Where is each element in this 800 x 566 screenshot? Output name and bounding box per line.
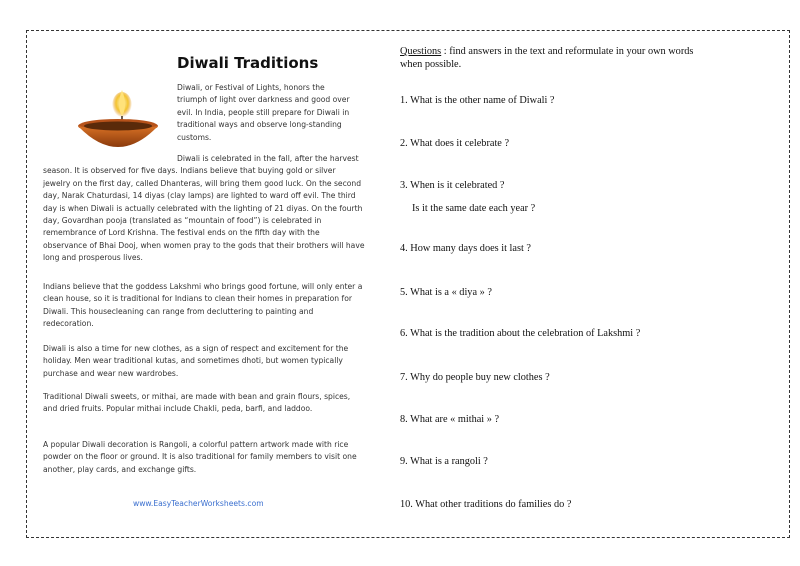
question-2: 2. What does it celebrate ? xyxy=(400,138,510,149)
question-4: 4. How many days does it last ? xyxy=(400,243,531,254)
article-paragraph-celebration xyxy=(43,153,365,265)
questions-header xyxy=(400,46,700,71)
question-3: 3. When is it celebrated ? xyxy=(400,180,505,191)
question-10: 10. What other traditions do families do ? xyxy=(400,499,572,510)
question-9: 9. What is a rangoli ? xyxy=(400,456,488,467)
article-title: Diwali Traditions xyxy=(177,54,319,72)
question-3b: Is it the same date each year ? xyxy=(412,203,536,214)
question-5: 5. What is a « diya » ? xyxy=(400,287,492,298)
article-paragraph-rangoli: A popular Diwali decoration is Rangoli, a colorful pattern artwork made with rice powder on the floor or ground. It is also traditional for family members to visit one another, play cards, and exchange gifts. xyxy=(43,440,357,474)
article-paragraph-celebration-text: Diwali is celebrated in the fall, after the harvest season. It is observed for five days. Indians believe that buying gold or silver jewelry on the first day, called Dhanteras, will bring them good luck. On the second day, Narak Chaturdasi, 14 diyas (clay lamps) are lighted to ward off evil. The third day is when Diwali is actually celebrated with the lighting of 21 diyas. On the fourth day, Govardhan pooja (translated as “mountain of food”) is celebrated in remembrance of Lord Krishna. The festival ends on the fifth day with the observance of Bhai Dooj, when women pray to the gods that their brothers will have long and prosperous lives. xyxy=(43,154,365,263)
website-link[interactable]: www.EasyTeacherWorksheets.com xyxy=(133,499,264,508)
article-paragraph-clothes: Diwali is also a time for new clothes, as a sign of respect and excitement for the holiday. Men wear traditional kutas, and sometimes dhoti, but women typically purchase and wear new wardrobes. xyxy=(43,344,349,378)
diya-lamp-icon xyxy=(72,80,164,160)
question-6: 6. What is the tradition about the celebration of Lakshmi ? xyxy=(400,328,641,339)
article-paragraph-lakshmi: Indians believe that the goddess Lakshmi who brings good fortune, will only enter a clean house, so it is traditional for Indians to clean their homes in preparation for Diwali. This housecleaning can range from decluttering to painting and redecoration. xyxy=(43,282,363,329)
question-8: 8. What are « mithai » ? xyxy=(400,414,500,425)
question-1: 1. What is the other name of Diwali ? xyxy=(400,95,555,106)
article-intro: Diwali, or Festival of Lights, honors the triumph of light over darkness and good over evil. In India, people still prepare for Diwali in traditional ways and observe long-standing customs. xyxy=(177,83,350,142)
questions-instructions: : find answers in the text and reformulate in your own words when possible. xyxy=(400,46,694,70)
question-7: 7. Why do people buy new clothes ? xyxy=(400,372,550,383)
questions-label: Questions xyxy=(400,46,442,57)
article-paragraph-sweets: Traditional Diwali sweets, or mithai, are made with bean and grain flours, spices, and dried fruits. Popular mithai include Chakli, peda, barfi, and laddoo. xyxy=(43,392,351,414)
